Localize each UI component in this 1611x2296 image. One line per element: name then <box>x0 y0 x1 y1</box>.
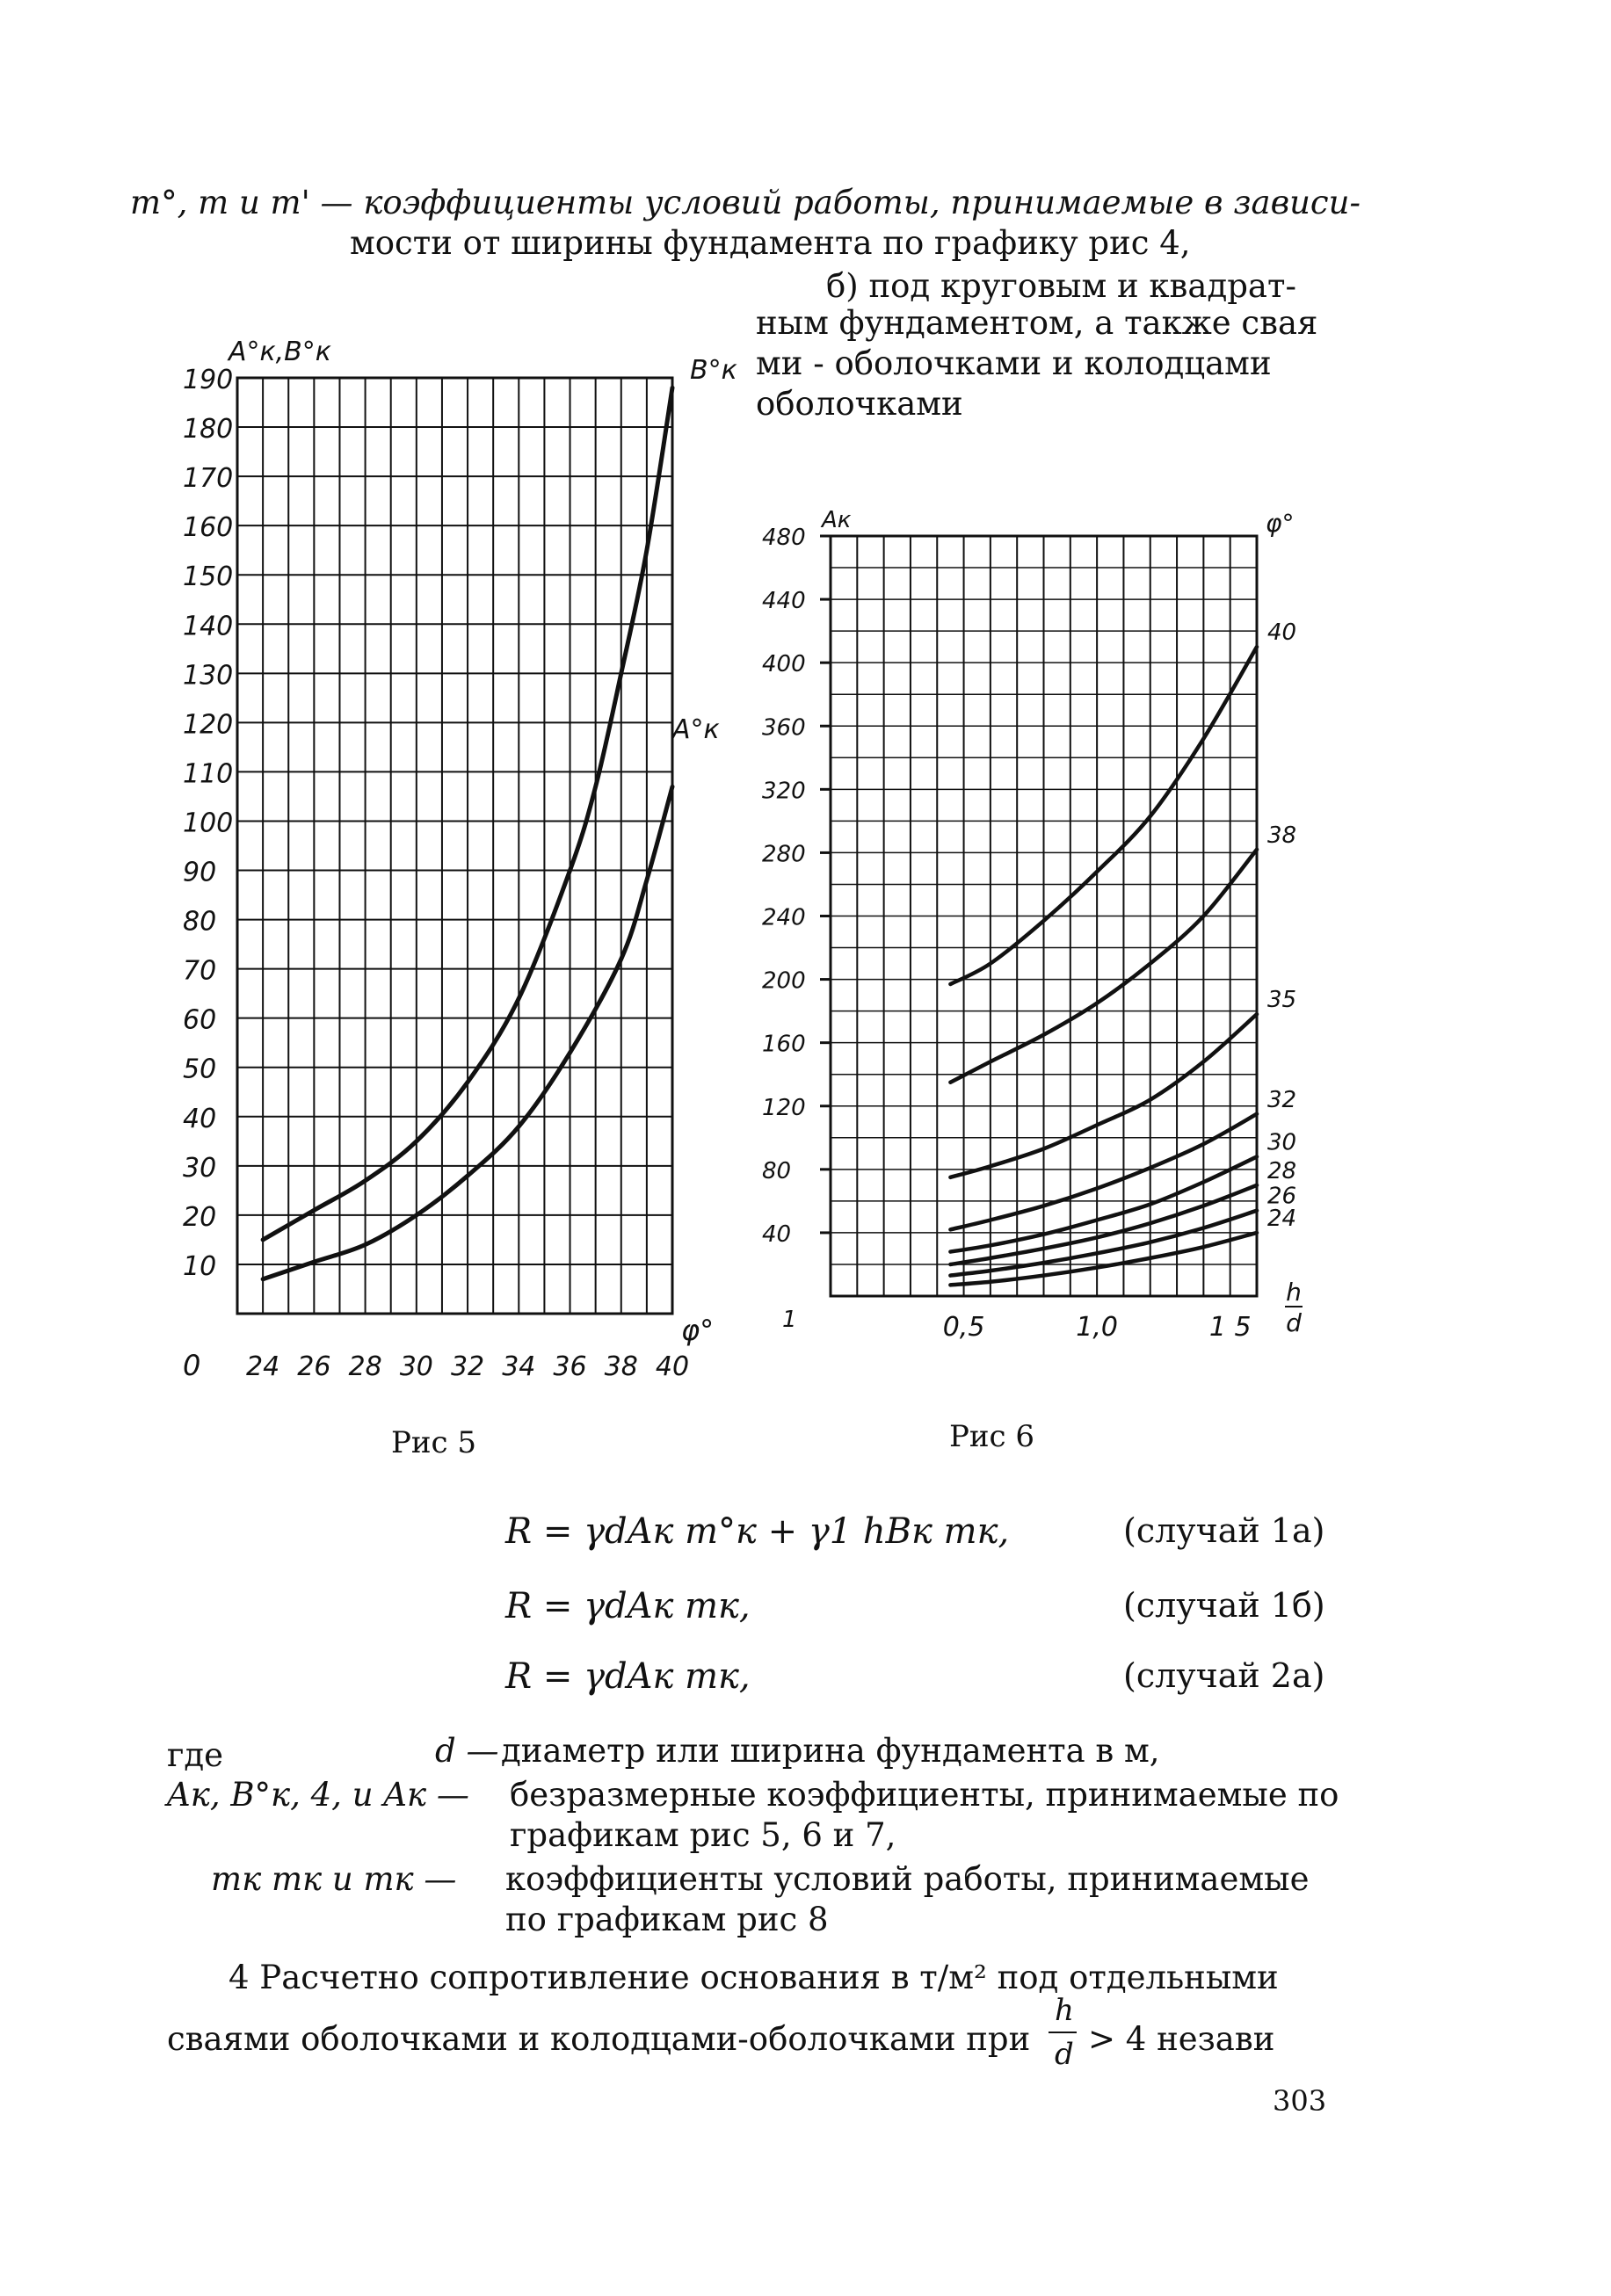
fig6-series-line <box>950 1014 1257 1177</box>
fig6-y-tick-label: 280 <box>762 841 806 868</box>
fig5-y-axis-label: A°к,B°к <box>229 337 331 367</box>
fig5-y-tick-label: 190 <box>183 365 234 395</box>
fig5-x-tick-label: 28 <box>348 1351 382 1382</box>
fig6-caption: Рис 6 <box>949 1419 1035 1454</box>
fig6-x-axis-label-den: d <box>1286 1308 1302 1337</box>
paragraph-line-1: 4 Расчетно сопротивление основания в т/м² под отдельными <box>229 1959 1279 1996</box>
fig6-y-tick-label: 400 <box>762 651 806 678</box>
fig5-y-tick-label: 60 <box>183 1004 217 1036</box>
fig5-y-tick-label: 110 <box>183 758 234 790</box>
fig5-series-label: B°к <box>690 355 737 387</box>
header-line-1: m°, m и m' — коэффициенты условий работы, принимаемые в зависи- <box>130 184 1361 221</box>
paragraph-line-2b: > 4 незави <box>1088 2020 1275 2058</box>
def-3-desc: коэффициенты условий работы, принимаемые <box>505 1860 1310 1898</box>
fig5-y-tick-label: 90 <box>183 857 217 888</box>
fig6-series-line <box>950 647 1257 984</box>
fig6-y-tick-label: 40 <box>762 1220 792 1248</box>
fig5-x-tick-label: 38 <box>604 1351 638 1382</box>
fig5-caption: Рис 5 <box>391 1425 477 1460</box>
equation-1: R = γdAк m°к + γ1 hBк mк, <box>505 1511 1010 1552</box>
equation-2-case: (случай 1б) <box>1123 1586 1325 1625</box>
paragraph-fraction-denominator: d <box>1055 2037 1074 2072</box>
subhead-line-1: б) под круговым и квадрат- <box>826 267 1296 305</box>
equation-3-case: (случай 2а) <box>1123 1656 1325 1695</box>
fig6-series-label: 32 <box>1267 1086 1297 1113</box>
fig5-origin-label: 0 <box>183 1349 201 1382</box>
page-number: 303 <box>1273 2084 1327 2118</box>
equation-2: R = γdAк mк, <box>505 1586 751 1626</box>
paragraph-line-2a: сваями оболочками и колодцами-оболочками при <box>167 2020 1031 2058</box>
fig6-series-line <box>950 1114 1257 1230</box>
fig5-y-tick-label: 130 <box>183 660 234 692</box>
subhead-line-3: ми - оболочками и колодцами <box>756 344 1272 382</box>
fig6-y-tick-label: 240 <box>762 904 806 931</box>
fig6-y-tick-label: 200 <box>762 967 806 995</box>
fig5-y-tick-label: 160 <box>183 512 234 544</box>
where-word: где <box>167 1736 224 1774</box>
def-1-desc: диаметр или ширина фундамента в м, <box>501 1732 1160 1770</box>
fig5-x-tick-label: 36 <box>553 1351 587 1382</box>
fig5-y-tick-label: 120 <box>183 709 234 741</box>
fig6-series-label: 30 <box>1267 1129 1297 1156</box>
fig5-x-tick-label: 26 <box>297 1351 331 1382</box>
fig5-y-tick-label: 20 <box>183 1201 217 1233</box>
fig5-y-tick-label: 30 <box>183 1152 217 1184</box>
subhead-line-2: ным фундаментом, а также свая <box>756 304 1318 342</box>
fig6-origin-label: 1 <box>782 1307 797 1333</box>
def-2-desc: безразмерные коэффициенты, принимаемые по <box>510 1776 1339 1814</box>
fig5-grid <box>237 378 672 1314</box>
fig5-y-tick-label: 180 <box>183 414 234 445</box>
fig6-y-tick-label: 360 <box>762 714 806 742</box>
fig5-y-tick-label: 10 <box>183 1250 217 1282</box>
fig5-y-tick-label: 170 <box>183 463 234 495</box>
fig6-x-tick-label: 1,0 <box>1076 1312 1118 1343</box>
def-2-term: Aк, B°к, 4, и Aк — <box>167 1776 469 1814</box>
fig5-x-tick-label: 34 <box>502 1351 536 1382</box>
fig6-x-tick-label: 0,5 <box>942 1312 985 1343</box>
fig6-series-label: 38 <box>1267 822 1297 849</box>
fig6-y-tick-label: 120 <box>762 1094 806 1121</box>
def-1-term: d — <box>435 1732 499 1770</box>
fig6-x-axis-label-num: h <box>1286 1278 1302 1307</box>
fig5-y-tick-label: 70 <box>183 955 217 987</box>
fig6-series-label: 24 <box>1267 1205 1297 1232</box>
fig5-x-tick-label: 40 <box>655 1351 690 1382</box>
fig6-x-tick-label: 1 5 <box>1208 1312 1252 1343</box>
fig5-y-tick-label: 100 <box>183 808 234 839</box>
subhead-line-4: оболочками <box>756 385 963 423</box>
fig6-y-axis-label: Aк <box>822 507 852 533</box>
fig6-y-tick-label: 480 <box>762 525 806 551</box>
fig6-grid <box>820 536 1257 1296</box>
equation-1-case: (случай 1а) <box>1123 1511 1325 1550</box>
def-3-desc-cont: по графикам рис 8 <box>505 1901 829 1938</box>
fig5-x-tick-label: 24 <box>246 1351 280 1382</box>
figure-6-chart <box>756 488 1318 1366</box>
fig5-y-tick-label: 40 <box>183 1103 217 1134</box>
equation-3: R = γdAк mк, <box>505 1656 751 1697</box>
fig6-y-tick-label: 320 <box>762 778 806 805</box>
paragraph-fraction-numerator: h <box>1055 1993 1074 2028</box>
fig6-y-tick-label: 80 <box>762 1157 792 1184</box>
fig5-y-tick-label: 50 <box>183 1054 217 1085</box>
fig5-y-tick-label: 150 <box>183 561 234 593</box>
fig6-series-label: 26 <box>1267 1183 1297 1210</box>
fig6-y-tick-label: 160 <box>762 1031 806 1058</box>
fig5-x-tick-label: 32 <box>450 1351 485 1382</box>
fig6-series-label: 40 <box>1267 619 1297 647</box>
def-2-desc-cont: графикам рис 5, 6 и 7, <box>510 1816 896 1854</box>
fig6-y-tick-label: 440 <box>762 588 806 615</box>
paragraph-fraction-bar <box>1049 2032 1077 2033</box>
fig5-x-axis-label: φ° <box>681 1314 715 1347</box>
fig6-curves <box>950 647 1257 1285</box>
fig6-labels <box>762 507 1303 1343</box>
fig5-y-tick-label: 140 <box>183 611 234 642</box>
fig5-series-label: A°к <box>672 714 720 746</box>
header-line-2: мости от ширины фундамента по графику рис 4, <box>350 224 1191 262</box>
fig5-x-tick-label: 30 <box>399 1351 433 1382</box>
fig5-y-tick-label: 80 <box>183 906 217 938</box>
def-3-term: mк mк и mк — <box>211 1860 457 1898</box>
fig5-frame <box>237 378 672 1314</box>
fig6-series-axis-label: φ° <box>1266 509 1295 538</box>
fig6-series-label: 35 <box>1267 987 1297 1014</box>
fig6-series-label: 28 <box>1267 1157 1297 1184</box>
figure-5-chart <box>183 316 737 1382</box>
